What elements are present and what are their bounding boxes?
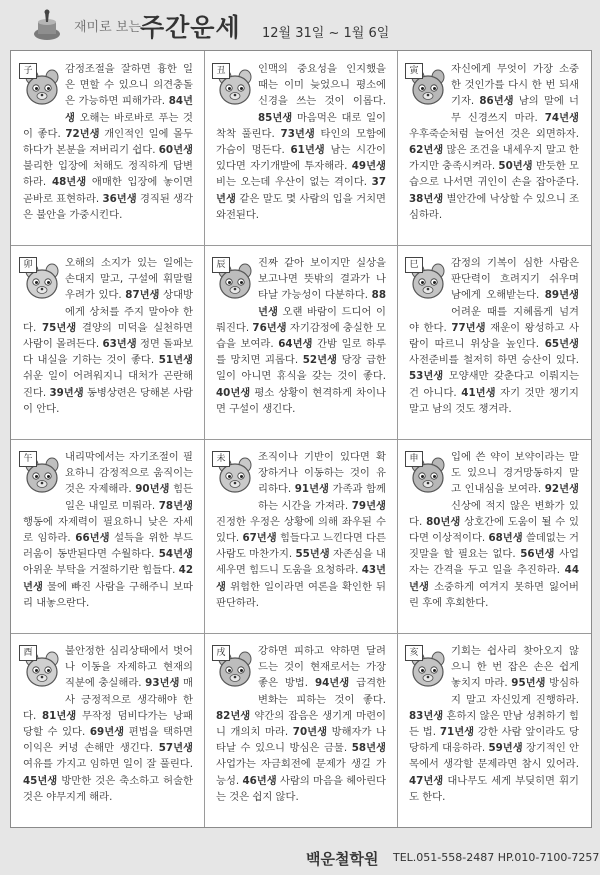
birth-year: 82년생 [216,709,251,722]
birth-year: 83년생 [409,709,444,722]
birth-year: 43년생 [216,564,386,593]
fortune-lead: 조직이나 기반이 있다면 확장하거나 이동하는 것이 유리하다. [258,451,386,496]
zodiac-sign-badge: 戌 [212,645,230,661]
birth-year: 70년생 [292,726,328,739]
fortune-text [216,255,386,417]
birth-year: 73년생 [280,127,315,140]
year-fortune: 무작정 덤비다가는 낭패 당할 수 있다. [23,709,193,739]
year-fortune: 자존심을 내세우면 힘드니 도움을 요청하라. [216,548,386,577]
fortune-cell [397,633,590,827]
fortune-lead: 강하면 피하고 약하면 달려드는 것이 현재로서는 가장 좋은 방법. [258,645,386,690]
year-fortune: 설득을 위한 부드러움이 동반된다면 수월하다. [23,532,193,561]
year-fortune: 위험한 일이라면 여론을 확인한 뒤 판단하라. [216,580,386,609]
fortune-text [23,449,193,611]
birth-year: 78년생 [158,499,193,512]
fortune-text [23,255,193,417]
date-range: 12월 31일 ~ 1월 6일 [262,26,390,41]
fortune-text [216,449,386,611]
birth-year: 74년생 [544,111,579,124]
birth-year: 66년생 [75,532,110,545]
birth-year: 94년생 [314,677,350,690]
fortune-lead: 감정의 기복이 심한 사람은 판단력이 흐려지기 쉬우며 남에게 오해받는다. [451,257,579,302]
year-fortune: 사업가는 자금회전에 문제가 생길 가능성. [216,758,386,787]
year-fortune: 재운이 왕성하고 사람이 따르니 위상을 높인다. [409,321,579,351]
birth-year: 63년생 [102,338,137,351]
birth-year: 53년생 [409,370,444,383]
birth-year: 90년생 [135,483,170,496]
birth-year: 51년생 [158,354,193,367]
zodiac-sign-badge: 子 [19,63,37,79]
birth-year: 80년생 [426,515,461,528]
fortune-text [409,255,579,417]
fortune-cell [397,51,590,245]
birth-year: 37년생 [216,176,386,205]
year-fortune: 자기감정에 충실한 모습을 보여라. [216,321,387,351]
fortune-text [216,61,386,223]
year-fortune: 자기 것만 챙기지 말고 남의 것도 챙겨라. [409,386,579,415]
year-fortune: 오해는 바로바로 푸는 것이 좋다. [23,111,193,140]
year-fortune: 타인의 모함에 가슴이 멍든다. [216,127,386,157]
year-fortune: 방심하지 말고 자신있게 진행하라. [451,677,579,706]
birth-year: 79년생 [351,499,386,512]
birth-year: 41년생 [461,386,496,399]
birth-year: 68년생 [488,532,523,545]
year-fortune: 사전준비를 철저히 하면 승산이 있다. [409,354,579,367]
fortune-cell [204,245,397,439]
year-fortune: 가족과 함께하는 시간을 가져라. [258,483,387,512]
year-fortune: 편법을 택하면 이익은 커녕 손해만 생긴다. [23,726,194,755]
fortune-lead: 인맥의 중요성을 인지했을 때는 이미 늦었으니 평소에 신경을 쓰는 것이 이롭다. [258,63,386,108]
year-fortune: 소중하게 여겨지 못하면 잃어버린 후에 후회한다. [409,580,579,609]
fortune-text [23,61,193,223]
year-fortune: 진정한 우정은 상황에 의해 좌우된 수 있다. [216,515,386,545]
fortune-cell [11,51,204,245]
fortune-lead: 내리막에서는 자기조절이 필요하니 감정적으로 움직이는 것은 자제해라. [65,451,193,496]
fortune-text [216,643,386,805]
year-fortune: 모양새만 갖춘다고 이뤄지는 건 아니다. [409,370,579,399]
year-fortune: 쓸데없는 거짓말을 할 필요는 없다. [409,532,579,561]
birth-year: 36년생 [102,192,137,205]
year-fortune: 별안간에 낙상할 수 있으니 조심하라. [409,192,579,221]
year-fortune: 힘든 일은 내일로 미뤄라. [65,483,193,512]
birth-year: 60년생 [158,144,193,157]
year-fortune: 사람의 마음을 헤아린다는 것은 쉽지 않다. [216,774,386,803]
zodiac-sign-badge: 申 [405,451,423,467]
fortune-text [409,643,579,805]
birth-year: 91년생 [294,483,329,496]
birth-year: 87년생 [125,289,160,302]
fortune-cell [11,439,204,633]
contact-phone: TEL.051-558-2487 HP.010-7100-7257 [393,851,600,864]
birth-year: 42년생 [23,564,193,593]
year-fortune: 상대방에게 상처를 주지 말아야 한다. [23,289,193,334]
birth-year: 56년생 [520,548,555,561]
zodiac-sign-badge: 未 [212,451,230,467]
birth-year: 54년생 [158,548,193,561]
year-fortune: 남는 시간이 있다면 자기개발에 투자해라. [216,144,387,173]
year-fortune: 강한 사람 앞이라도 당당하게 대응하라. [409,726,579,755]
birth-year: 40년생 [216,386,251,399]
birth-year: 67년생 [242,532,277,545]
fortune-lead: 진짜 같아 보이지만 실상을 보고나면 뜻밖의 결과가 나타날 가능성이 다분하다. [258,257,386,302]
birth-year: 86년생 [479,95,514,108]
year-fortune: 쉬운 일이 어려워지니 대처가 곤란해진다. [23,370,193,399]
birth-year: 49년생 [351,160,386,173]
birth-year: 45년생 [23,774,58,787]
birth-year: 52년생 [302,354,337,367]
year-fortune: 결양의 미덕을 실천하면 사람이 몰려든다. [23,321,193,351]
year-fortune: 남의 말에 너무 신경쓰지 마라. [451,95,579,124]
birth-year: 84년생 [65,95,193,124]
academy-name: 백운철학원 [306,850,379,868]
year-fortune: 반듯한 모습으로 나서면 귀인이 손을 잡아준다. [409,160,579,189]
year-fortune: 정면 돌파보다 내실을 기하는 것이 좋다. [23,338,193,367]
year-fortune: 방만한 것은 축소하고 허술한 것은 야무지게 해라. [23,774,193,803]
birth-year: 75년생 [42,321,77,334]
header [0,0,600,48]
fortune-cell [11,245,204,439]
header-subtitle: 재미로 보는 [74,20,141,35]
birth-year: 85년생 [258,111,293,124]
year-fortune: 애매한 입장에 놓이면 곧바로 표현하라. [23,176,193,205]
fortune-text [23,643,193,805]
year-fortune: 마음먹은 대로 일이 착착 풀린다. [216,111,386,140]
zodiac-sign-badge: 卯 [19,257,37,273]
zodiac-sign-badge: 亥 [405,645,423,661]
fortune-text [409,61,579,223]
birth-year: 38년생 [409,192,444,205]
year-fortune: 대나무도 세게 부딪히면 휘기도 한다. [409,774,579,803]
fortune-cell [397,439,590,633]
year-fortune: 불리한 입장에 처해도 정직하게 답변하라. [23,160,193,189]
birth-year: 72년생 [65,127,100,140]
year-fortune: 우후죽순처럼 늘어선 것은 외면하자. [409,127,579,140]
birth-year: 39년생 [49,386,84,399]
year-fortune: 간밤 일로 하루를 망치면 괴롭다. [216,338,386,367]
birth-year: 69년생 [89,726,125,739]
birth-year: 64년생 [278,338,313,351]
fortune-grid [10,50,592,828]
birth-year: 77년생 [451,321,486,334]
year-fortune: 약간의 잡음은 생기게 마련이니 개의치 마라. [216,709,386,739]
year-fortune: 비는 오는데 우산이 없는 격이다. [216,176,372,189]
birth-year: 61년생 [290,144,325,157]
year-fortune: 흔하지 않은 만남 성취하기 힘든 법. [409,709,579,739]
year-fortune: 여유를 가지고 임하면 일이 잘 풀린다. [23,758,193,771]
birth-year: 65년생 [544,338,579,351]
year-fortune: 동병상련은 당해본 사람이 안다. [23,386,193,415]
birth-year: 62년생 [409,144,444,157]
zodiac-sign-badge: 午 [19,451,37,467]
year-fortune: 신상에 적지 않은 변화가 있다. [409,499,579,528]
birth-year: 81년생 [42,709,77,722]
year-fortune: 경직된 생각은 불안을 가중시킨다. [23,192,193,221]
year-fortune: 급격한 변화는 피하는 것이 좋다. [258,677,386,706]
zodiac-sign-badge: 巳 [405,257,423,273]
fortune-lead: 감정조절을 잘하면 흉한 일은 면할 수 있으니 의견충돌은 가능하면 피해가라. [65,63,193,108]
zodiac-sign-badge: 丑 [212,63,230,79]
birth-year: 44년생 [409,564,579,593]
fortune-logo-icon [30,8,64,42]
year-fortune: 당장 급한 일이 아니면 휴식을 갖는 것이 좋다. [216,354,386,383]
year-fortune: 장기적인 안목에서 생각할 문제라면 참시 있어라. [409,742,579,771]
fortune-lead: 기회는 쉽사리 찾아오지 않으니 한 번 잡은 손은 쉽게 놓치지 마라. [451,645,579,690]
year-fortune: 행동에 자제력이 필요하니 낮은 자세로 임하라. [23,515,193,545]
birth-year: 95년생 [511,677,546,690]
year-fortune: 많은 조건을 내세우지 말고 한 가지만 충족시켜라. [409,144,579,173]
birth-year: 46년생 [242,774,277,787]
fortune-text [409,449,579,611]
year-fortune: 같은 말도 몇 사람의 입을 거치면 와전된다. [216,192,386,221]
zodiac-sign-badge: 辰 [212,257,230,273]
birth-year: 71년생 [439,726,475,739]
birth-year: 48년생 [51,176,87,189]
zodiac-sign-badge: 寅 [405,63,423,79]
footer [0,828,600,875]
year-fortune: 상호간에 도움이 될 수 있다면 이상적이다. [409,515,579,545]
fortune-cell [204,51,397,245]
fortune-lead: 불안정한 심리상태에서 벗어나 이동을 자제하고 현재의 직분에 충실해라. [65,645,193,690]
zodiac-sign-badge: 酉 [19,645,37,661]
birth-year: 59년생 [488,742,523,755]
birth-year: 57년생 [158,742,193,755]
year-fortune: 개인적인 일에 몰두하다가 본분을 져버리기 쉽다. [23,127,193,157]
birth-year: 50년생 [498,160,533,173]
year-fortune: 평소 상황이 현격하게 차이나면 구설이 생긴다. [216,386,386,415]
fortune-lead: 입에 쓴 약이 보약이라는 말도 있으니 경거망동하지 말고 인내심을 보여라. [451,451,579,496]
fortune-cell [11,633,204,827]
year-fortune: 힘들다고 느낀다면 다른 사람도 마찬가지. [216,532,386,561]
birth-year: 89년생 [544,289,579,302]
year-fortune: 매사 긍정적으로 생각해야 한다. [23,677,193,722]
year-fortune: 아위운 부탁을 거절하기란 힘들다. [23,564,179,577]
birth-year: 47년생 [409,774,444,787]
birth-year: 58년생 [351,742,386,755]
year-fortune: 방해자가 나타날 수 있으니 방심은 금물. [216,726,386,755]
fortune-cell [204,439,397,633]
year-fortune: 사업자는 간격을 두고 일을 추진하라. [409,548,579,577]
year-fortune: 오랜 바람이 드디어 이뤄진다. [216,305,386,334]
fortune-lead: 자신에게 무엇이 가장 소중한 것인가를 다시 한 번 되새기자. [451,63,579,108]
birth-year: 92년생 [544,483,579,496]
birth-year: 55년생 [295,548,330,561]
birth-year: 88년생 [258,289,386,318]
year-fortune: 어려운 때를 지혜롭게 넘겨야 한다. [409,305,579,334]
birth-year: 93년생 [145,677,180,690]
fortune-lead: 오해의 소지가 있는 일에는 손대지 말고, 구설에 휘말릴 우려가 있다. [65,257,193,302]
year-fortune: 물에 빠진 사람을 구해주니 보따리 내놓으란다. [23,580,193,609]
fortune-cell [397,245,590,439]
fortune-cell [204,633,397,827]
page-title: 주간운세 [140,13,241,42]
birth-year: 76년생 [252,321,287,334]
